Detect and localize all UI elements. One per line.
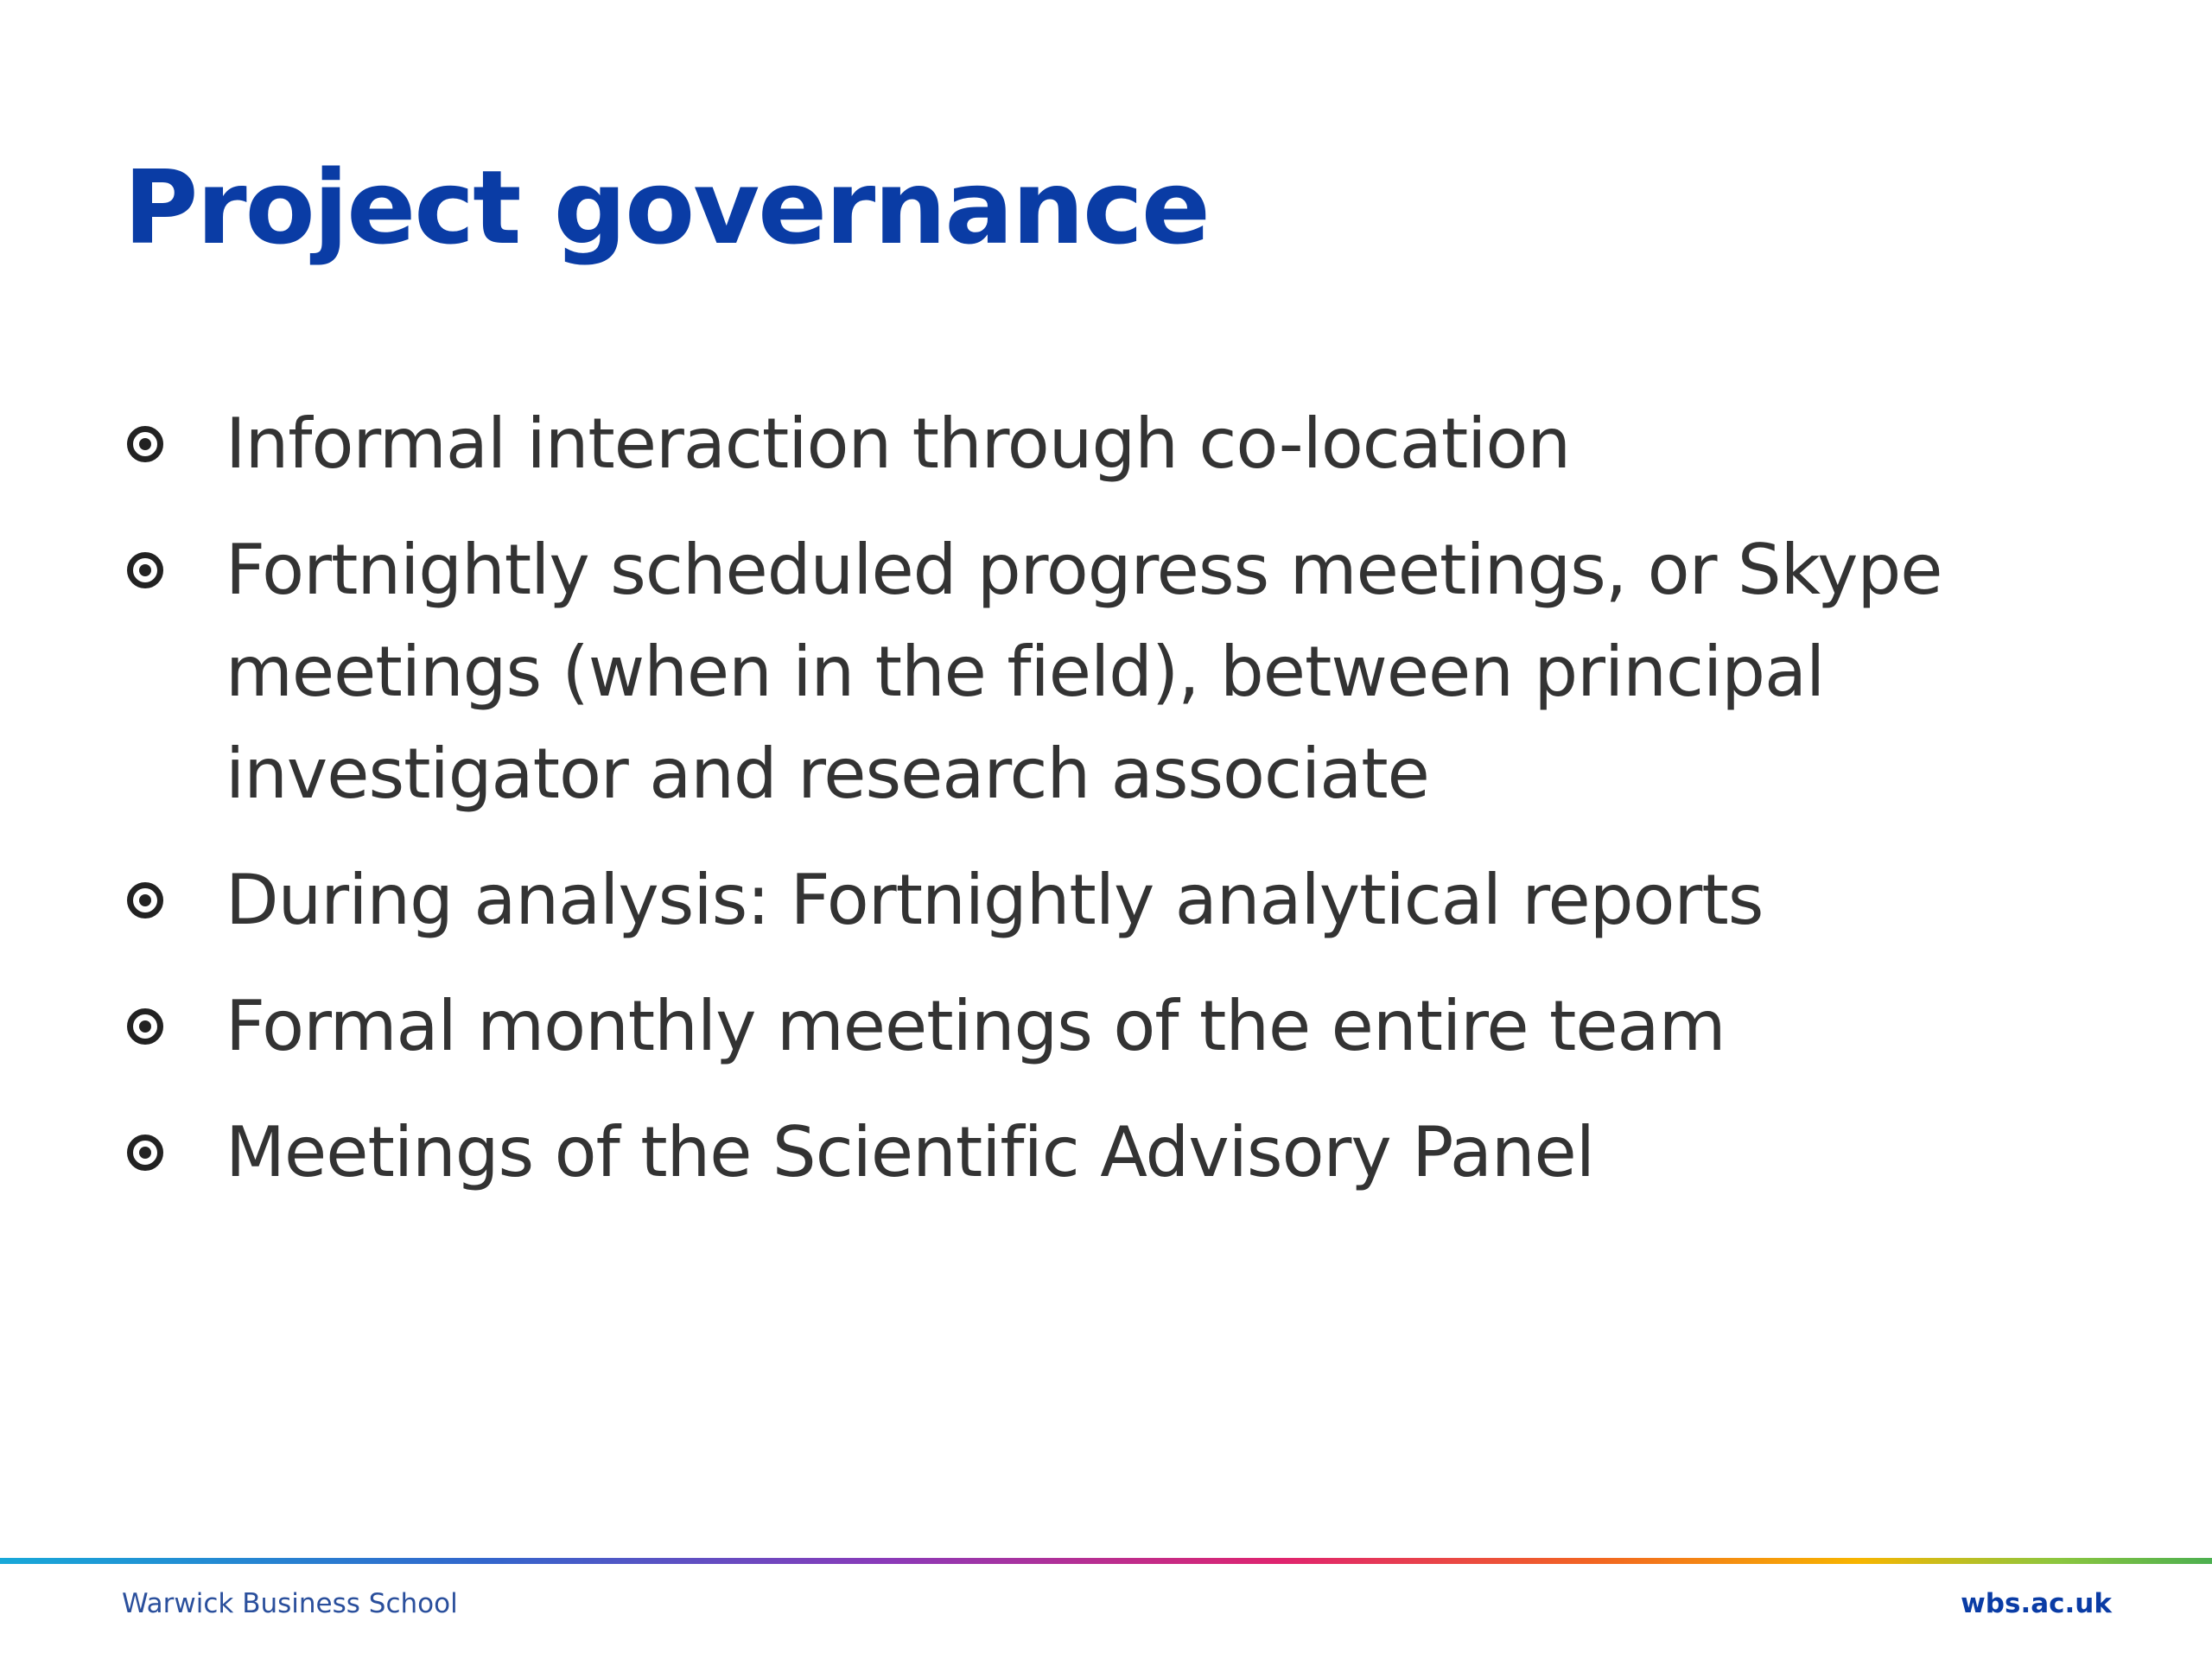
bullet-text: Formal monthly meetings of the entire team bbox=[226, 986, 1726, 1066]
bullet-item bbox=[124, 393, 2076, 495]
radio-bullet-icon bbox=[127, 1135, 163, 1171]
bullet-text: During analysis: Fortnightly analytical reports bbox=[226, 860, 1764, 940]
radio-bullet-icon bbox=[127, 552, 163, 588]
bullet-item bbox=[124, 976, 2076, 1077]
bullet-text: Informal interaction through co-location bbox=[226, 404, 1571, 484]
bullet-text: Fortnightly scheduled progress meetings, or Skype meetings (when in the field), between principal investigator and research associate bbox=[226, 530, 1942, 814]
slide-title: Project governance bbox=[124, 148, 1209, 267]
bullet-item bbox=[124, 519, 2076, 825]
footer-website: wbs.ac.uk bbox=[1961, 1588, 2112, 1619]
bullet-list bbox=[124, 393, 2076, 1228]
radio-bullet-icon bbox=[127, 426, 163, 462]
radio-bullet-icon bbox=[127, 882, 163, 918]
bullet-item bbox=[124, 1102, 2076, 1204]
radio-bullet-icon bbox=[127, 1008, 163, 1045]
footer-gradient-divider bbox=[0, 1558, 2212, 1564]
footer-organization: Warwick Business School bbox=[122, 1588, 458, 1619]
bullet-text: Meetings of the Scientific Advisory Panel bbox=[226, 1112, 1594, 1192]
bullet-item bbox=[124, 849, 2076, 951]
